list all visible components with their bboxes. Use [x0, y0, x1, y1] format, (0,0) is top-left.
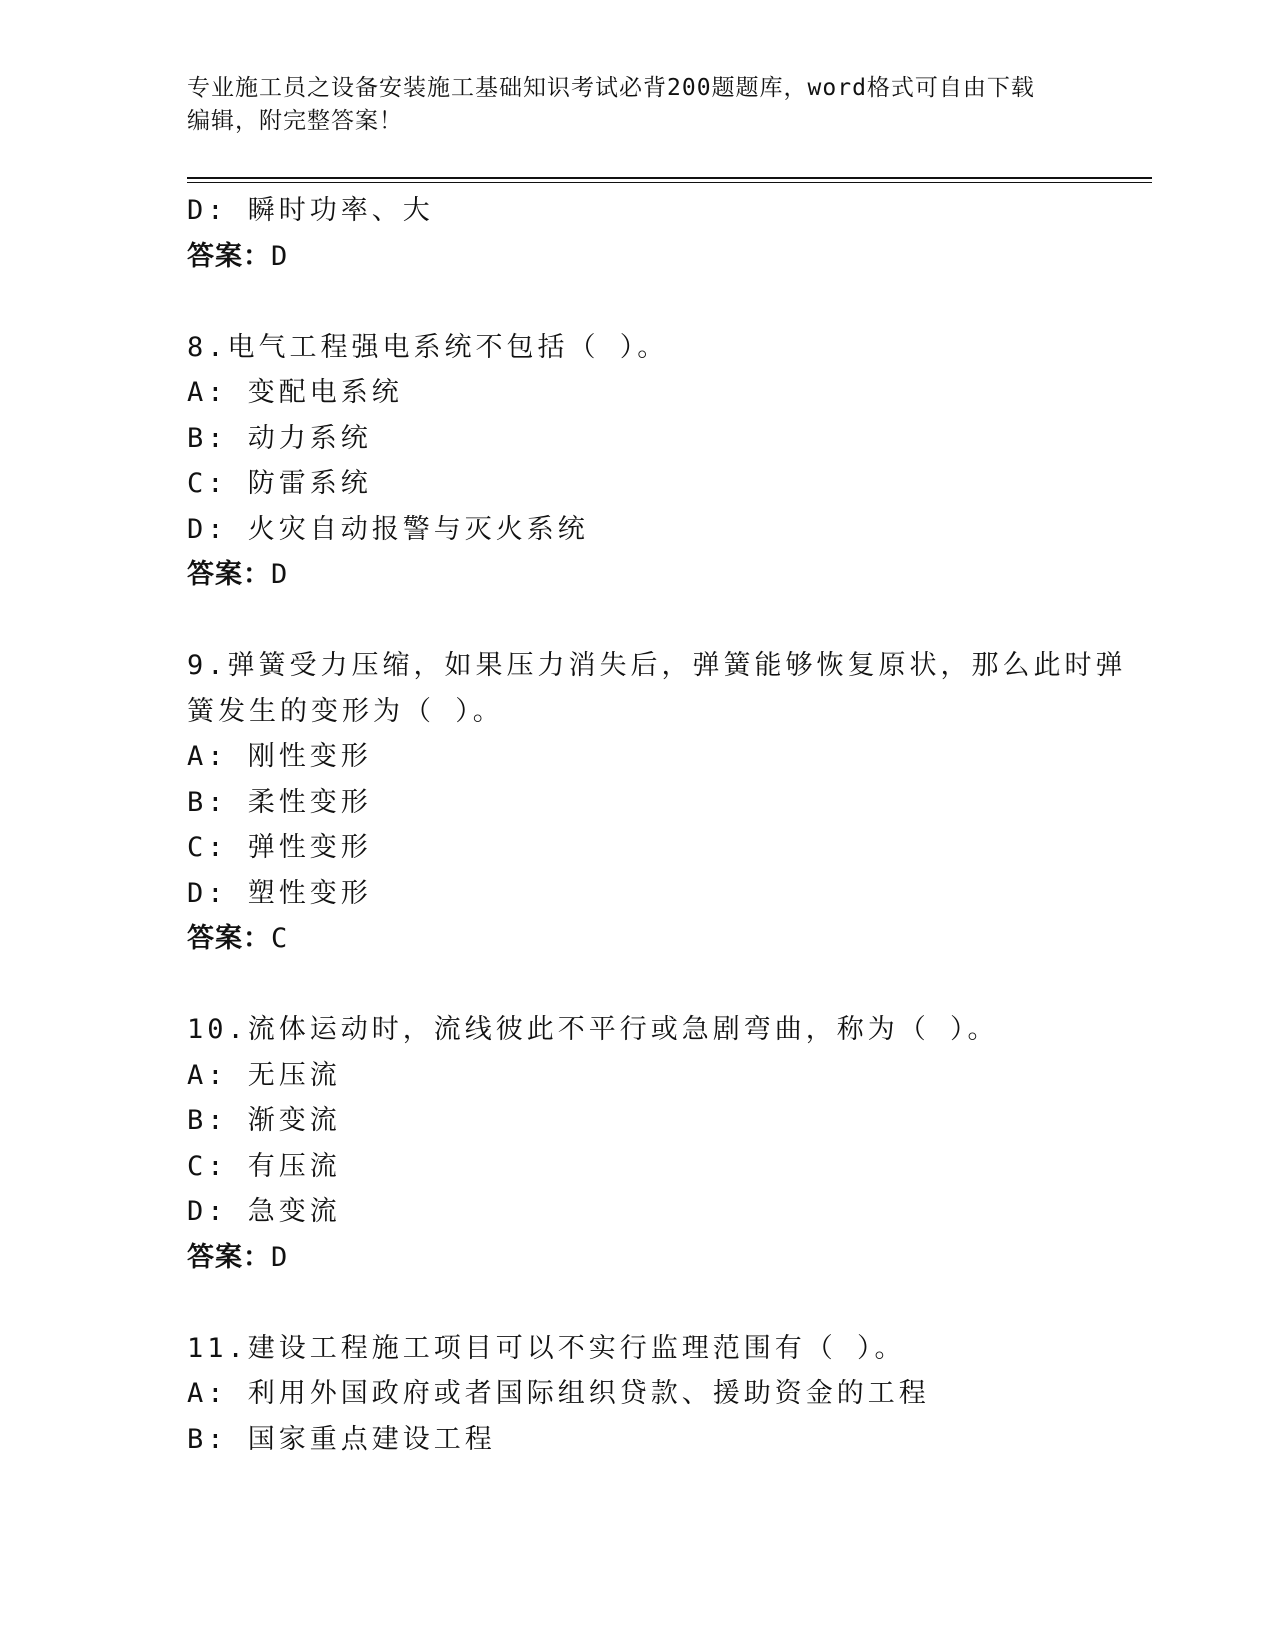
- option-d: D: 火灾自动报警与灭火系统: [187, 513, 589, 545]
- option-c: C: 防雷系统: [187, 468, 372, 499]
- header-title-line-2: 编辑，附完整答案！: [187, 108, 403, 134]
- spacer: [187, 1280, 1087, 1326]
- option-d: D: 瞬时功率、大: [187, 195, 434, 226]
- option-c: C: 有压流: [187, 1150, 341, 1182]
- header-title-line-1: 专业施工员之设备安装施工基础知识考试必背200题题库，word格式可自由下载: [187, 75, 1035, 101]
- option-b: B: 柔性变形: [187, 786, 372, 818]
- option-d: D: 塑性变形: [187, 877, 372, 909]
- answer-value: C: [271, 923, 289, 954]
- option-d: D: 急变流: [187, 1196, 341, 1227]
- question-stem: 10.流体运动时，流线彼此不平行或急剧弯曲，称为（ ）。: [187, 1014, 999, 1045]
- question-stem-line-2: 簧发生的变形为（ ）。: [187, 695, 504, 727]
- option-b: B: 国家重点建设工程: [187, 1423, 496, 1455]
- question-stem-line-1: 9.弹簧受力压缩，如果压力消失后，弹簧能够恢复原状，那么此时弹: [187, 650, 1127, 681]
- answer: [187, 234, 1087, 280]
- option-b: B: 渐变流: [187, 1105, 341, 1136]
- spacer: [187, 962, 1087, 1008]
- option-a: A: 刚性变形: [187, 741, 372, 772]
- option-a: A: 无压流: [187, 1059, 341, 1091]
- option-c: C: 弹性变形: [187, 832, 372, 863]
- answer-label: 答案：: [187, 240, 271, 272]
- header-divider-thin: [187, 182, 1152, 183]
- header-divider: [187, 177, 1152, 179]
- option-a: A: 利用外国政府或者国际组织贷款、援助资金的工程: [187, 1378, 930, 1409]
- document-header: [187, 72, 1067, 138]
- answer-label: 答案：: [187, 923, 271, 954]
- answer-value: D: [271, 240, 289, 272]
- spacer: [187, 279, 1087, 325]
- question-stem: 11.建设工程施工项目可以不实行监理范围有（ ）。: [187, 1332, 906, 1364]
- answer-value: D: [271, 559, 289, 590]
- answer: [187, 916, 1087, 962]
- question-content: [187, 188, 1127, 1462]
- answer: [187, 552, 1087, 598]
- answer-value: D: [271, 1241, 289, 1273]
- option-a: A: 变配电系统: [187, 377, 403, 408]
- answer: [187, 1235, 1087, 1281]
- option-b: B: 动力系统: [187, 422, 372, 454]
- answer-label: 答案：: [187, 559, 271, 590]
- answer-label: 答案：: [187, 1241, 271, 1273]
- spacer: [187, 598, 1087, 644]
- question-stem: 8.电气工程强电系统不包括（ ）。: [187, 331, 669, 363]
